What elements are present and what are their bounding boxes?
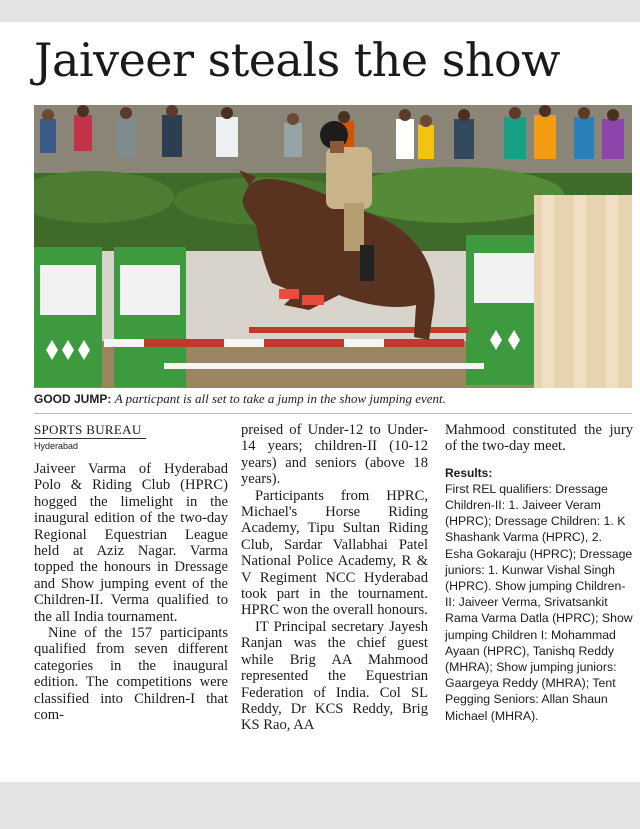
article-paragraph: Jaiveer Varma of Hyderabad Polo & Riding Club (HPRC) hogged the limelight in the inaugural edition of the two-day Regional Equestrian League held at Aziz Nagar. Varma topped the honours in Dressage and Show jumping event of the Children-II. Verma qualified to the all India tournament. bbox=[34, 461, 228, 625]
article-paragraph: Nine of the 157 participants qualified from seven different categories in the inaugural edition. The competitions were classified into Children-I that com- bbox=[34, 625, 228, 724]
article-paragraph: Mahmood constituted the jury of the two-day meet. bbox=[445, 422, 633, 455]
caption-divider bbox=[34, 413, 632, 414]
newspaper-clipping bbox=[0, 22, 640, 782]
caption-label: GOOD JUMP: bbox=[34, 392, 112, 406]
caption-text: A particpant is all set to take a jump in the show jumping event. bbox=[114, 391, 446, 406]
article-paragraph: preised of Under-12 to Under-14 years; children-II (10-12 years) and seniors (above 18 years). bbox=[241, 422, 428, 488]
article-paragraph: IT Principal secretary Jayesh Ranjan was the chief guest while Brig AA Mahmood represented the Equestrian Federation of India. Col SL Reddy, Dr KCS Reddy, Brig KS Rao, AA bbox=[241, 618, 428, 734]
dateline: Hyderabad bbox=[34, 441, 79, 451]
results-heading: Results: bbox=[445, 465, 493, 480]
show-jumping-photo bbox=[34, 105, 632, 388]
article-column-3 bbox=[445, 422, 633, 724]
headline: Jaiveer steals the show bbox=[34, 33, 561, 87]
results-text: First REL qualifiers: Dressage Children-II: 1. Jaiveer Veram (HPRC); Dressage Children: 1. K Shashank Varma (HPRC), 2. Esha Gokaraju (HPRC); Dressage juniors: 1. Kunwar Vishal Singh (HPRC). Show jumping Children-II: Jaiveer Verma, Srivatsankit Rama Varma Datla (HPRC); Show jumping Children I: Mohammad Ayaan (HPRC), Tanishq Reddy (MHRA); Show jumping juniors: Gaargeya Reddy (MHRA); Tent Pegging Seniors: Allan Shaun Michael (MHRA). bbox=[445, 481, 633, 723]
photo-caption bbox=[34, 391, 446, 407]
article-paragraph: Participants from HPRC, Michael's Horse Riding Academy, Tipu Sultan Riding Club, Sardar Vallabhai Patel National Police Academy, R & V Regiment NCC Hyderabad took part in the tournament. HPRC won the overall honours. bbox=[241, 487, 428, 619]
article-column-2 bbox=[241, 422, 428, 734]
byline-bureau: SPORTS BUREAU bbox=[34, 422, 146, 439]
article-column-1 bbox=[34, 422, 228, 724]
